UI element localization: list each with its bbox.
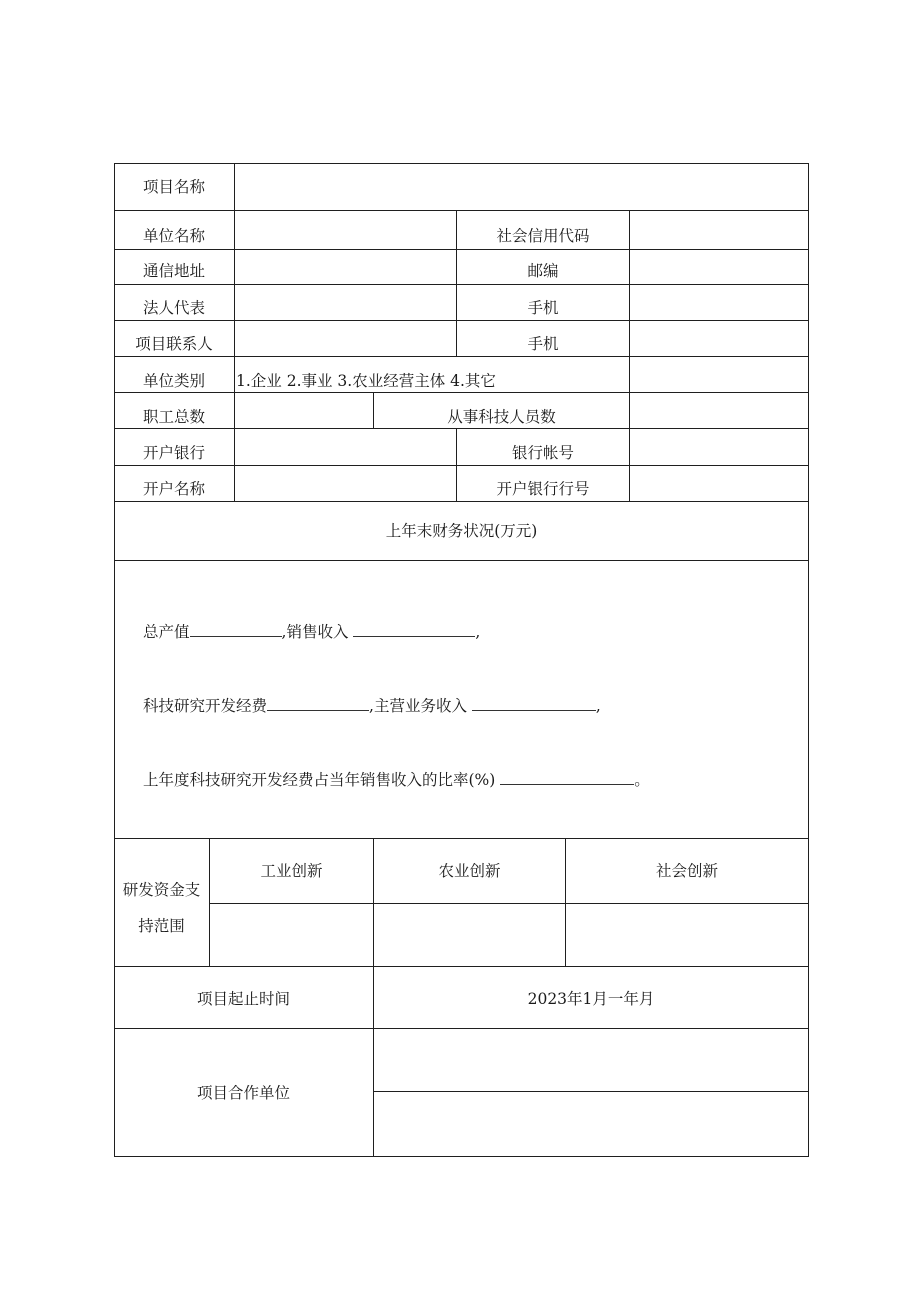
line1-end: , bbox=[475, 623, 481, 641]
finance-line-2 bbox=[143, 694, 601, 716]
contact-label: 项目联系人 bbox=[135, 335, 213, 353]
credit-code-label: 社会信用代码 bbox=[496, 227, 590, 245]
finance-header: 上年末财务状况(万元) bbox=[385, 522, 538, 540]
address-field[interactable] bbox=[235, 250, 456, 284]
staff-total-label: 职工总数 bbox=[142, 408, 205, 426]
partner-field-2[interactable] bbox=[374, 1092, 808, 1156]
unit-type-field[interactable] bbox=[630, 357, 808, 392]
rule-bottom bbox=[114, 1156, 809, 1157]
line2-end: , bbox=[595, 697, 601, 715]
industrial-field[interactable] bbox=[210, 904, 373, 966]
legal-rep-phone-label: 手机 bbox=[527, 299, 559, 317]
partner-label: 项目合作单位 bbox=[196, 1084, 290, 1102]
sales-income-blank[interactable] bbox=[353, 620, 475, 637]
ratio-label: 上年度科技研究开发经费占当年销售收入的比率(%) bbox=[143, 771, 496, 789]
rule-row-9 bbox=[114, 501, 809, 502]
finance-line-3 bbox=[143, 768, 650, 790]
industrial-label: 工业创新 bbox=[260, 862, 323, 880]
contact-phone-field[interactable] bbox=[630, 321, 808, 356]
tech-staff-field[interactable] bbox=[630, 393, 808, 428]
tech-staff-label: 从事科技人员数 bbox=[447, 408, 556, 426]
social-label: 社会创新 bbox=[655, 862, 718, 880]
account-name-label: 开户名称 bbox=[142, 480, 205, 498]
sales-income-label: ,销售收入 bbox=[281, 623, 349, 641]
project-name-field[interactable] bbox=[235, 164, 808, 210]
postcode-field[interactable] bbox=[630, 250, 808, 284]
legal-rep-phone-field[interactable] bbox=[630, 285, 808, 320]
total-output-blank[interactable] bbox=[190, 620, 282, 637]
finance-line-1 bbox=[143, 620, 480, 642]
project-name-label: 项目名称 bbox=[142, 178, 205, 196]
bank-field[interactable] bbox=[235, 429, 456, 465]
legal-rep-field[interactable] bbox=[235, 285, 456, 320]
bank-code-field[interactable] bbox=[630, 466, 808, 501]
contact-field[interactable] bbox=[235, 321, 456, 356]
support-scope-label-line-1: 研发资金支 bbox=[122, 881, 201, 899]
bank-label: 开户银行 bbox=[142, 444, 205, 462]
total-output-label: 总产值 bbox=[143, 623, 190, 641]
period-label: 项目起止时间 bbox=[196, 990, 290, 1008]
unit-name-field[interactable] bbox=[235, 211, 456, 249]
unit-name-label: 单位名称 bbox=[142, 227, 205, 245]
postcode-label: 邮编 bbox=[527, 262, 559, 280]
rule-row-12 bbox=[114, 966, 809, 967]
rule-row-10 bbox=[114, 560, 809, 561]
staff-total-field[interactable] bbox=[235, 393, 373, 428]
social-field[interactable] bbox=[566, 904, 808, 966]
address-label: 通信地址 bbox=[142, 262, 205, 280]
agricultural-field[interactable] bbox=[374, 904, 565, 966]
main-business-blank[interactable] bbox=[472, 694, 596, 711]
main-business-label: ,主营业务收入 bbox=[369, 697, 467, 715]
contact-phone-label: 手机 bbox=[527, 335, 559, 353]
account-name-field[interactable] bbox=[235, 466, 456, 501]
unit-type-label: 单位类别 bbox=[142, 372, 205, 390]
account-no-field[interactable] bbox=[630, 429, 808, 465]
rd-expense-label: 科技研究开发经费 bbox=[143, 697, 268, 715]
rd-expense-blank[interactable] bbox=[267, 694, 369, 711]
ratio-blank[interactable] bbox=[500, 768, 634, 785]
line3-end: 。 bbox=[634, 771, 650, 789]
partner-field-1[interactable] bbox=[374, 1029, 808, 1091]
unit-type-options: 1.企业 2.事业 3.农业经营主体 4.其它 bbox=[236, 372, 496, 390]
period-value[interactable]: 2023年1月一年月 bbox=[527, 990, 655, 1008]
account-no-label: 银行帐号 bbox=[511, 444, 574, 462]
credit-code-field[interactable] bbox=[630, 211, 808, 249]
rule-row-11 bbox=[114, 838, 809, 839]
agricultural-label: 农业创新 bbox=[438, 862, 501, 880]
support-scope-label-line-2: 持范围 bbox=[138, 917, 185, 935]
legal-rep-label: 法人代表 bbox=[142, 299, 205, 317]
rule-right bbox=[808, 163, 809, 1157]
bank-code-label: 开户银行行号 bbox=[496, 480, 590, 498]
